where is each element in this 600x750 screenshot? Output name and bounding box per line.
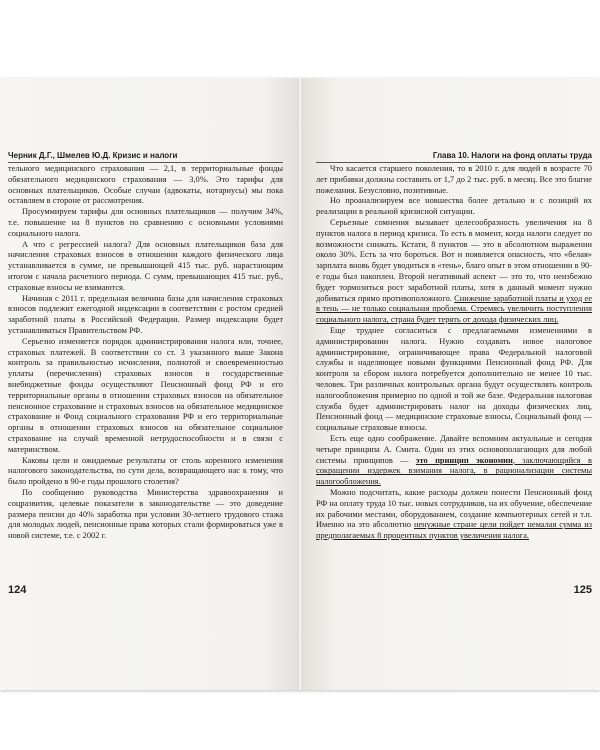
right-paragraph-3-text: Серьезные сомнения вызывает целесообразность увеличения на 8 пунктов налога в период кризиса. То есть в момент, когда налоги следует по возможности снижать. Кстати, 8 пунктов — это в абсолютном выражении около 30%. Есть за что бороться. Вот и появляется опасность, что «белая» зарплата вновь будет уводиться в «тень», благо опыт в этом отношении в 90-е годы был накоплен. Второй негативный аспект — это то, что неизбежно будет тормозиться рост заработной платы, хотя в данный момент нужно добиваться прямо противоположного. (316, 217, 592, 303)
left-page-number: 124 (8, 584, 27, 596)
left-page (0, 78, 299, 690)
right-paragraph-4: Еще труднее согласиться с предлагаемыми изменениями в администрировании налога. Нужно создавать новое налоговое администрирование, ограничивающее права Федеральной налоговой службы и наделяющее новыми функциями Пенсионный фонд РФ. Для контроля за сбором налога потребуется дополнительно не менее 10 тыс. человек. Три различных контрольных органа будут осуществлять контроль налогообложения примерно по одной и той же базе. Федеральная налоговая служба будет администрировать налог на доходы физических лиц, Пенсионный фонд — медицинские страховые взносы, Социальный фонд — социальные страховые взносы. (316, 325, 592, 433)
left-paragraph-4: Начиная с 2011 г. предельная величина базы для начисления страховых взносов подлежит ежегодной индексации в соответствии с ростом средней заработной платы в Российской Федерации. Размер индексации будет устанавливаться Правительством РФ. (8, 293, 283, 335)
right-paragraph-6-text: Можно подсчитать, какие расходы должен понести Пенсионный фонд РФ на оплату труда 10 тыс. новых сотрудников, на их обучение, обеспечение их рабочими местами, оборудованием, создание компьютерных сетей и т.п. Именно на это абсолютно (316, 487, 592, 530)
left-paragraph-6: Каковы цели и ожидаемые результаты от столь коренного изменения налогового законодательства, по сути дела, возвращающего нас к тому, что было пройдено в 90-е годы прошлого столетия? (8, 455, 283, 487)
economy-principle-bold: это принцип экономии (415, 455, 513, 465)
right-paragraph-5 (316, 434, 592, 488)
left-paragraph-7: По сообщению руководства Министерства здравоохранения и соцразвития, целевые показатели в законодательстве — это доведение размера пенсии до 40% заработка при условии 30-летнего трудового стажа для молодых людей, пенсионные права которых стали формироваться уже в новой системе, т.е. с 2002 г. (8, 487, 283, 541)
left-paragraph-1: тельного медицинского страхования — 2,1, в территориальные фонды обязательного медицинского страхования — 3,0%. Это тарифы для основных плательщиков. Особые случаи (адвокаты, нотариусы) мы пока оставляем в стороне от рассмотрения. (8, 164, 283, 206)
right-running-header: Глава 10. Налоги на фонд оплаты труда (316, 150, 592, 163)
right-paragraph-6 (316, 488, 592, 542)
left-paragraph-3: А что с регрессией налога? Для основных плательщиков база для начисления страховых взносов в отношении каждого физического лица устанавливается в сумме, не превышающей 415 тыс. руб. нарастающим итогом с начала расчетного периода. С сумм, превышающих 415 тыс. руб., страховые взносы не взимаются. (8, 239, 283, 292)
right-paragraph-2: Но проанализируем все новшества более детально и с позиций их реализации в реальной кризисной ситуации. (316, 196, 592, 217)
left-running-header: Черник Д.Г., Шмелев Ю.Д. Кризис и налоги (8, 150, 283, 163)
open-book-spread (0, 78, 600, 690)
left-paragraph-5: Серьезно изменяется порядок администрирования налога или, точнее, страховых платежей. В соответствии со ст. 3 указанного выше Закона контроль за правильностью исчисления, полнотой и своевременностью уплаты (перечисления) страховых взносов в государственные внебюджетные фонды осуществляют Пенсионный фонд РФ и его территориальные органы в отношении страховых взносов на обязательное пенсионное страхование и страховых взносов на обязательное медицинское страхование и Фонд социального страхования РФ и его территориальные органы в отношении страховых взносов на обязательное социальное страхование на случай временной нетрудоспособности и в связи с материнством. (8, 336, 283, 454)
right-paragraph-6-underlined: ненужные стране цели пойдет немалая сумма из предполагаемых 8 процентных пунктов увеличения налога. (316, 520, 592, 541)
right-paragraph-5-underlined: , заключающийся в сокращении издержек взимания налога, в рационализации системы налогообложения. (316, 455, 592, 487)
right-paragraph-1: Что касается старшего поколения, то в 2010 г. для людей в возрасте 70 лет прибавки должны составить от 1,7 до 2 тыс. руб. в месяц. Все это благие пожелания. Безусловно, позитивные. (316, 164, 592, 195)
right-page-body (316, 164, 592, 542)
right-page (301, 78, 600, 690)
right-page-number: 125 (573, 584, 592, 596)
right-paragraph-5-emphasis (416, 456, 513, 465)
right-paragraph-5-text: Есть еще одно соображение. Давайте вспомним актуальные и сегодня четыре принципа А. Смита. Один из этих основополагающих для любой системы принципов — (316, 433, 592, 465)
left-page-body (8, 164, 283, 542)
right-paragraph-3-underlined: Снижение заработной платы и уход ее в тень — не только социальная проблема. Стремясь увеличить поступления социального налога, страна будет терять от дохода физических лиц. (316, 293, 592, 325)
left-paragraph-2: Просуммируем тарифы для основных плательщиков — получим 34%, т.е. повышение на 8 пунктов по сравнению с основными условиями социального налога. (8, 207, 283, 238)
right-paragraph-3 (316, 218, 592, 326)
